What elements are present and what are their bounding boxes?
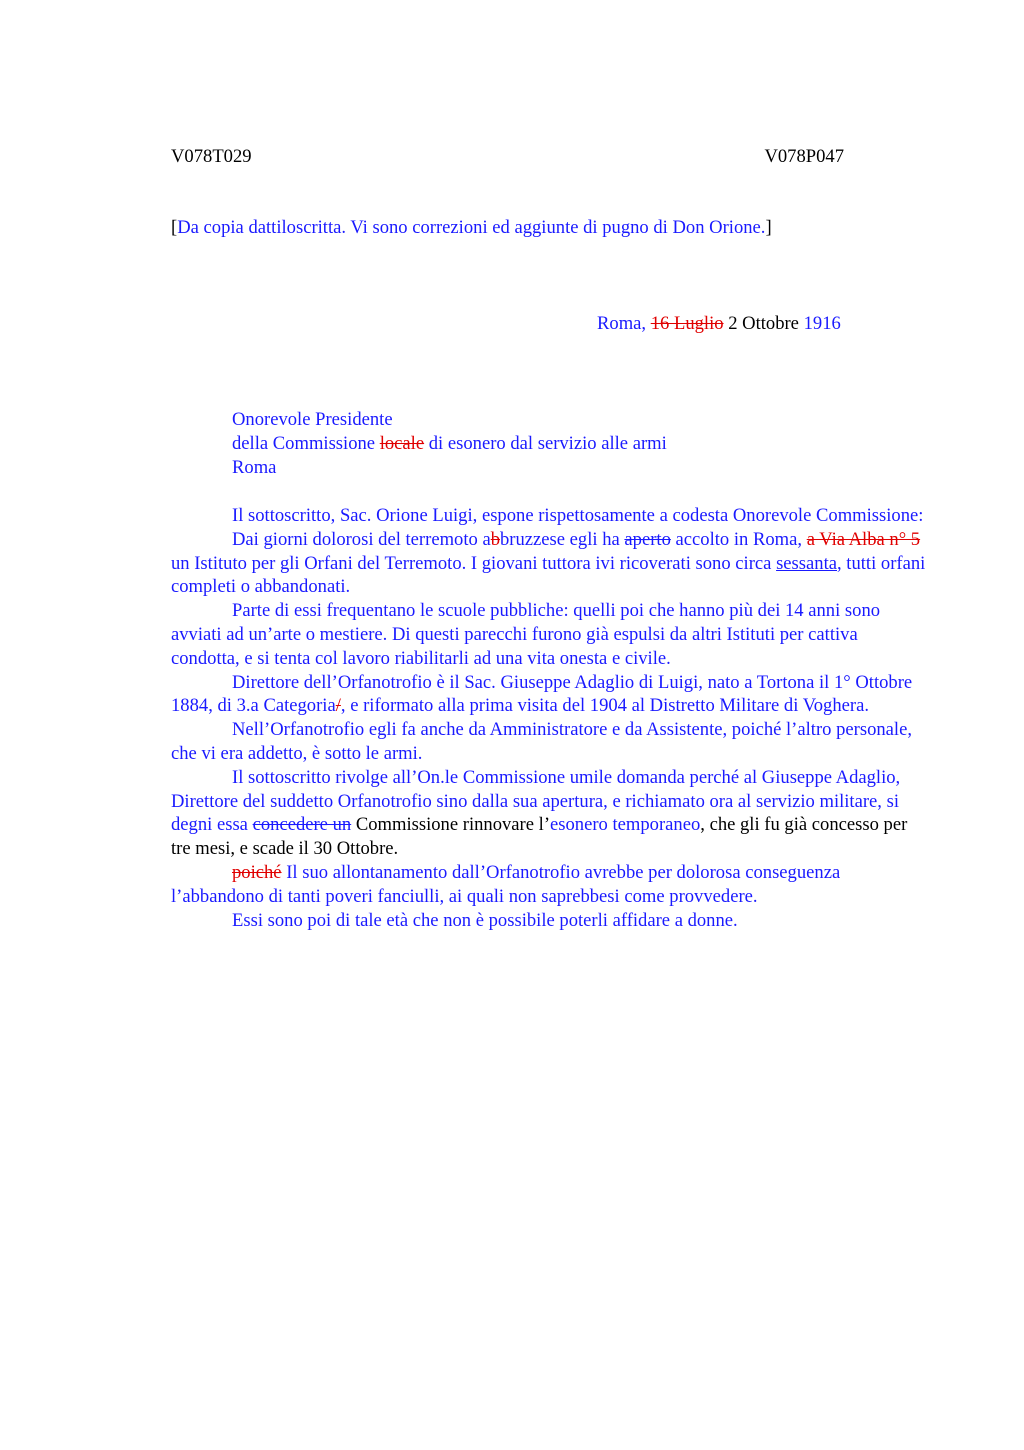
editorial-note [171, 217, 931, 239]
p2-underlined: sessanta [776, 552, 837, 574]
p4-text-b: , e riformato alla prima visita del 1904 al Distretto Militare di Voghera. [340, 695, 869, 717]
p6-text-c: esonero temporaneo [550, 814, 701, 836]
left-code: V078T029 [171, 146, 252, 167]
p4-deleted: / [335, 695, 341, 717]
p6-text-d: , che gli fu già concesso per tre mesi, e scade il 30 Ottobre. [171, 814, 908, 860]
address-deleted-word: locale [379, 433, 425, 454]
address-line-2-start: della Commissione [232, 433, 380, 454]
p2-deleted-3: a Via Alba n° 5 [806, 528, 921, 550]
p7-text-a: Il suo allontanamento dall’Orfanotrofio avrebbe per dolorosa conseguenza l’abbandono di tanti poveri fanciulli, ai quali non saprebbesi come provvedere. [171, 861, 841, 907]
note-text: Da copia dattiloscritta. Vi sono correzioni ed aggiunte di pugno di Don Orione. [177, 217, 766, 238]
p6-text-b: Commissione rinnovare l’ [351, 814, 551, 836]
p2-deleted-1: b [490, 528, 500, 550]
paragraph-3: Parte di essi frequentano le scuole pubbliche: quelli poi che hanno più dei 14 anni sono avviati ad un’arte o mestiere. Di questi parecchi furono già espulsi da altri Istituti per cattiva condotta, e si tenta col lavoro riabilitarli ad una vita onesta e civile. [171, 600, 881, 669]
p2-text-a: Dai giorni dolorosi del terremoto a [232, 528, 491, 550]
paragraph-6 [171, 766, 926, 861]
date-deleted: 16 Luglio [650, 313, 724, 334]
p4-text-a: Direttore dell’Orfanotrofio è il Sac. Giuseppe Adaglio di Luigi, nato a Tortona il 1° Ottobre 1884, di 3.a Categoria [171, 671, 913, 717]
p2-text-e: , tutti orfani completi o abbandonati. [171, 552, 926, 598]
p2-deleted-2: aperto [624, 528, 671, 550]
address-line-3: Roma [232, 457, 277, 478]
address-line-2-end: di esonero dal servizio alle armi [424, 433, 667, 454]
date-separator: , [641, 313, 651, 334]
p2-text-d: un Istituto per gli Orfani del Terremoto. I giovani tuttora ivi ricoverati sono circa [171, 552, 777, 574]
note-close-bracket: ] [765, 217, 772, 238]
date-year: 1916 [803, 313, 841, 334]
p7-deleted: poiché [232, 861, 282, 883]
p2-text-b: bruzzese egli ha [500, 528, 625, 550]
p6-text-a: Il sottoscritto rivolge all’On.le Commissione umile domanda perché al Giuseppe Adaglio, Direttore del suddetto Orfanotrofio sino dalla sua apertura, e richiamato ora al servizio militare, si degni essa [171, 766, 901, 836]
paragraph-4 [171, 671, 926, 719]
date-new: 2 Ottobre [723, 313, 804, 334]
p2-text-c: accolto in Roma, [670, 528, 807, 550]
address-line-2 [232, 432, 932, 456]
paragraph-2 [171, 528, 926, 599]
paragraph-5: Nell’Orfanotrofio egli fa anche da Amministratore e da Assistente, poiché l’altro personale, che vi era addetto, è sotto le armi. [171, 719, 912, 764]
p6-deleted: concedere un [252, 814, 352, 836]
paragraph-1: Il sottoscritto, Sac. Orione Luigi, espone rispettosamente a codesta Onorevole Commissione: [232, 505, 924, 526]
date-place: Roma [597, 313, 642, 334]
dateline [597, 313, 917, 335]
paragraph-7 [171, 861, 926, 909]
address-line-1: Onorevole Presidente [232, 409, 393, 430]
document-codes [171, 146, 844, 170]
right-code: V078P047 [764, 146, 844, 167]
recipient-address [232, 408, 932, 480]
paragraph-8: Essi sono poi di tale età che non è possibile poterli affidare a donne. [232, 909, 738, 931]
letter-body [171, 504, 926, 932]
note-open-bracket: [ [171, 217, 178, 238]
